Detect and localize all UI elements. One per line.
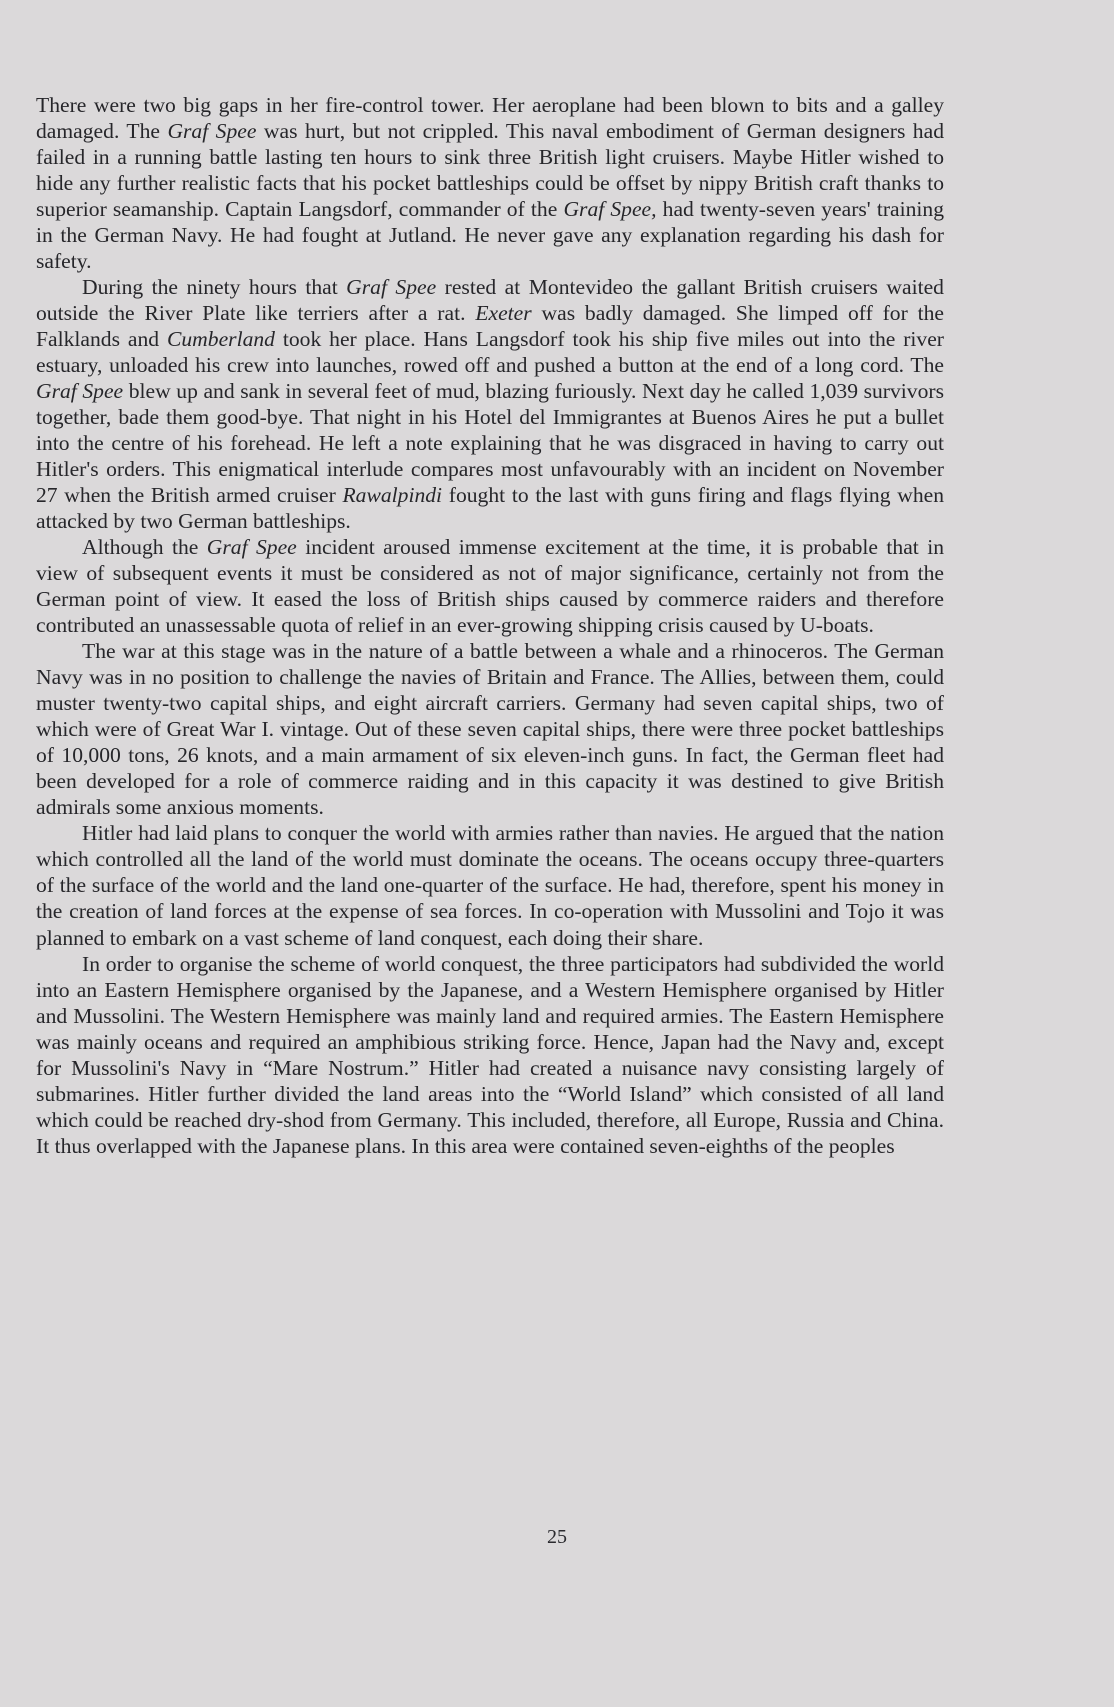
italic-text: Graf Spee <box>346 275 437 300</box>
body-text <box>36 92 944 1159</box>
italic-text: Graf Spee <box>206 535 297 560</box>
text-run: rested at Montevideo the gallant British cruisers waited outside the River Plate like terriers after a rat. <box>36 275 944 326</box>
italic-text: Graf Spee, <box>563 197 657 222</box>
text-run: was hurt, but not crippled. This naval embodiment of German designers had failed in a running battle lasting ten hours to sink three British light cruisers. Maybe Hitler wished to hide any further realistic facts that his pocket battleships could be offset by nippy British craft thanks to superior seamanship. Captain Langsdorf, commander of the <box>36 119 944 222</box>
paragraph <box>36 638 944 820</box>
text-run: had twenty-seven years' training in the German Navy. He had fought at Jutland. He never gave any explanation regarding his dash for safety. <box>36 197 944 274</box>
paragraph <box>36 951 944 1159</box>
text-run: took her place. Hans Langsdorf took his ship five miles out into the river estuary, unloaded his crew into launches, rowed off and pushed a button at the end of a long cord. The <box>36 327 945 378</box>
italic-text: Cumberland <box>166 327 275 352</box>
paragraph <box>36 534 944 638</box>
paragraph <box>36 820 944 950</box>
text-run: Although the <box>82 535 207 560</box>
text-run: was badly damaged. She limped off for the Falklands and <box>36 301 945 352</box>
text-run: incident aroused immense excitement at the time, it is probable that in view of subsequent events it must be considered as not of major significance, certainly not from the German point of view. It eased the loss of British ships caused by commerce raiders and therefore contributed an unassessable quota of relief in an ever-growing shipping crisis caused by U-boats. <box>36 535 945 638</box>
italic-text: Graf Spee <box>36 379 124 404</box>
text-run: In order to organise the scheme of world conquest, the three participators had subdivided the world into an Eastern Hemisphere organised by the Japanese, and a Western Hemisphere organised by Hitler and Mussolini. The Western Hemisphere was mainly land and required armies. The Eastern Hemisphere was mainly oceans and required an amphibious striking force. Hence, Japan had the Navy and, except for Mussolini's Navy in “Mare Nostrum.” Hitler had created a nuisance navy consisting largely of submarines. Hitler further divided the land areas into the “World Island” which consisted of all land which could be reached dry-shod from Germany. This included, therefore, all Europe, Russia and China. It thus overlapped with the Japanese plans. In this area were contained seven-eighths of the peoples <box>36 951 944 1158</box>
paragraph <box>36 92 944 274</box>
text-run: The war at this stage was in the nature of a battle between a whale and a rhinoceros. The German Navy was in no position to challenge the navies of Britain and France. The Allies, between them, could muster twenty-two capital ships, and eight aircraft carriers. Germany had seven capital ships, two of which were of Great War I. vintage. Out of these seven capital ships, there were three pocket battleships of 10,000 tons, 26 knots, and a main armament of six eleven-inch guns. In fact, the German fleet had been developed for a role of commerce raiding and in this capacity it was destined to give British admirals some anxious moments. <box>36 639 944 820</box>
text-run: fought to the last with guns firing and flags flying when attacked by two German battleships. <box>36 483 944 534</box>
text-run: There were two big gaps in her fire-control tower. Her aeroplane had been blown to bits and a galley damaged. The <box>36 93 944 144</box>
page-number: 25 <box>547 1526 567 1548</box>
italic-text: Exeter <box>475 301 532 326</box>
text-run: blew up and sank in several feet of mud, blazing furiously. Next day he called 1,039 survivors together, bade them good-bye. That night in his Hotel del Immigrantes at Buenos Aires he put a bullet into the centre of his forehead. He left a note explaining that he was disgraced in having to carry out Hitler's orders. This enigmatical interlude compares most unfavourably with an incident on November 27 when the British armed cruiser <box>36 379 944 508</box>
italic-text: Graf Spee <box>167 119 257 144</box>
paragraph <box>36 274 944 534</box>
text-run: Hitler had laid plans to conquer the world with armies rather than navies. He argued that the nation which controlled all the land of the world must dominate the oceans. The oceans occupy three-quarters of the surface of the world and the land one-quarter of the surface. He had, therefore, spent his money in the creation of land forces at the expense of sea forces. In co-operation with Mussolini and Tojo it was planned to embark on a vast scheme of land conquest, each doing their share. <box>36 821 944 950</box>
italic-text: Rawalpindi <box>342 483 443 508</box>
text-run: During the ninety hours that <box>82 275 347 300</box>
